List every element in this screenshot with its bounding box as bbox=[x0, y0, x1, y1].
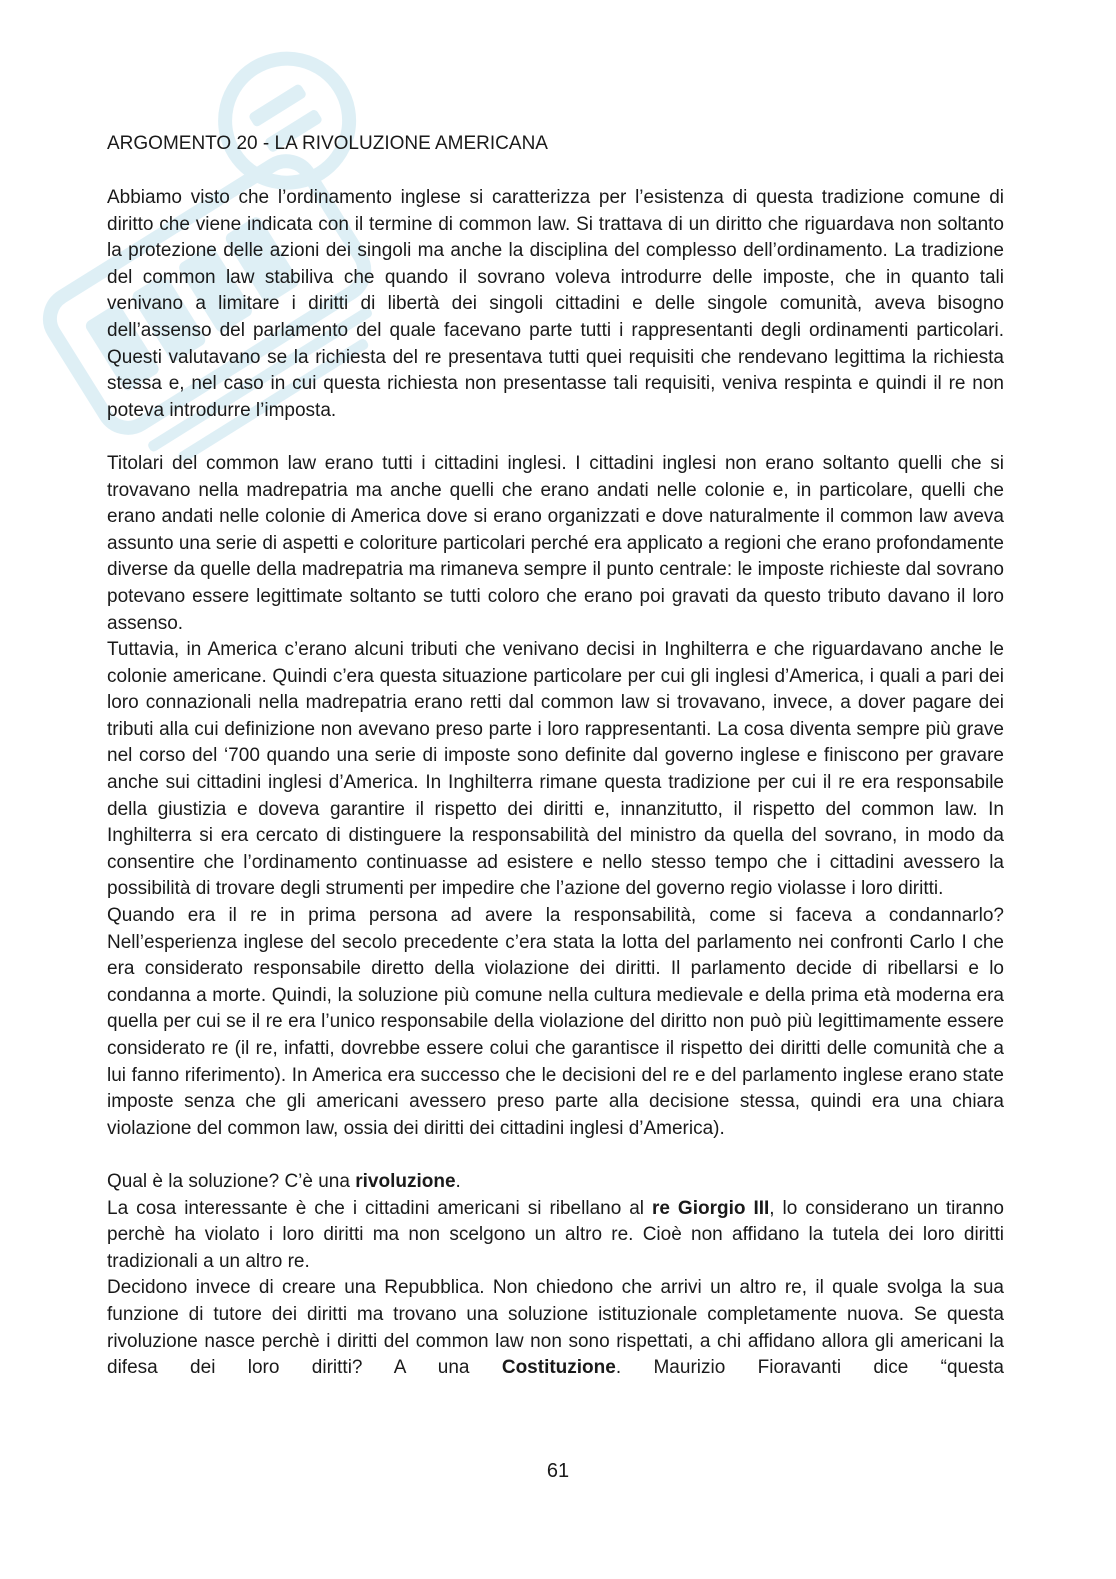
paragraph bbox=[107, 1196, 1004, 1276]
document-page bbox=[107, 131, 1004, 1382]
paragraph bbox=[107, 1275, 1004, 1381]
bold-term: re Giorgio III bbox=[652, 1197, 770, 1219]
text-segment: Decidono invece di creare una Repubblica. Non chiedono che arrivi un altro re, il quale svolga la sua funzione di tutore dei diritti ma trovano una soluzione istituzionale completamente nuova. Se questa rivoluzione nasce perchè i diritti del common law non sono rispettati, a chi affidano allora gli americani la difesa dei loro diritti? A una bbox=[107, 1277, 1004, 1379]
bold-term: Costituzione bbox=[501, 1357, 616, 1379]
paragraph: Titolari del common law erano tutti i cittadini inglesi. I cittadini inglesi non erano soltanto quelli che si trovavano nella madrepatria ma anche quelli che erano andati nelle colonie e, in particolare, quelli che erano andati nelle colonie di America dove si erano organizzati e dove naturalmente il common law aveva assunto una serie di aspetti e coloriture particolari perché era applicato a regioni che erano profondamente diverse da quelle della madrepatria ma rimaneva sempre il punto centrale: le imposte richieste dal sovrano potevano essere legittimate soltanto se tutti coloro che erano poi gravati da questo tributo davano il loro assenso. bbox=[107, 452, 1004, 634]
paragraph bbox=[107, 1169, 1004, 1196]
document-heading: ARGOMENTO 20 - LA RIVOLUZIONE AMERICANA bbox=[107, 133, 548, 154]
paragraph: Abbiamo visto che l’ordinamento inglese si caratterizza per l’esistenza di questa tradizione comune di diritto che viene indicata con il termine di common law. Si trattava di un diritto che riguardava non soltanto la protezione delle azioni dei singoli ma anche la disciplina del complesso dell’ordinamento. La tradizione del common law stabiliva che quando il sovrano voleva introdurre delle imposte, che in quanto tali venivano a limitare i diritti di libertà dei singoli cittadini e delle singole comunità, aveva bisogno dell’assenso del parlamento del quale facevano parte tutti i rappresentanti degli ordinamenti particolari. Questi valutavano se la richiesta del re presentava tutti quei requisiti che rendevano legittima la richiesta stessa e, nel caso in cui questa richiesta non presentasse tali requisiti, veniva respinta e quindi il re non poteva introdurre l’imposta. bbox=[107, 187, 1004, 421]
text-segment: Qual è la soluzione? C’è una bbox=[107, 1170, 356, 1192]
text-segment: . Maurizio Fioravanti dice “questa bbox=[615, 1357, 1004, 1379]
text-segment: La cosa interessante è che i cittadini americani si ribellano al bbox=[107, 1197, 652, 1219]
page-number: 61 bbox=[546, 1460, 570, 1482]
paragraph: Quando era il re in prima persona ad avere la responsabilità, come si faceva a condannarlo? Nell’esperienza inglese del secolo precedente c’era stata la lotta del parlamento nei confronti Carlo I che era considerato responsabile diretto della violazione dei diritti. Il parlamento decide di ribellarsi e lo condanna a morte. Quindi, la soluzione più comune nella cultura medievale e della prima età moderna era quella per cui se il re era l’unico responsabile della violazione del diritto non può più legittimamente essere considerato re (il re, infatti, dovrebbe essere colui che garantisce il rispetto dei diritti delle comunità che a lui fanno riferimento). In America era successo che le decisioni del re e del parlamento inglese erano state imposte senza che gli americani avessero preso parte alla decisione stessa, quindi era una chiara violazione del common law, ossia dei diritti dei cittadini inglesi d’America). bbox=[107, 905, 1004, 1139]
text-segment: . bbox=[455, 1170, 461, 1192]
bold-term: rivoluzione bbox=[355, 1170, 456, 1192]
paragraph: Tuttavia, in America c’erano alcuni tributi che venivano decisi in Inghilterra e che riguardavano anche le colonie americane. Quindi c’era questa situazione particolare per cui gli inglesi d’America, i quali a pari dei loro connazionali nella madrepatria erano retti dal common law si trovavano, invece, a dover pagare dei tributi alla cui definizione non avevano preso parte i loro rappresentanti. La cosa diventa sempre più grave nel corso del ‘700 quando una serie di imposte sono definite dal governo inglese e finiscono per gravare anche sui cittadini inglesi d’America. In Inghilterra rimane questa tradizione per cui il re era responsabile della giustizia e doveva garantire il rispetto dei diritti e, innanzitutto, il rispetto del common law. In Inghilterra si era cercato di distinguere la responsabilità del ministro da quella del sovrano, in modo da consentire che l’ordinamento continuasse ad esistere e nello stesso tempo che i cittadini avessero la possibilità di trovare degli strumenti per impedire che l’azione del governo regio violasse i loro diritti. bbox=[107, 639, 1004, 900]
text-segment: , lo considerano un tiranno perchè ha violato i loro diritti ma non scelgono un altro re. Cioè non affidano la tutela dei loro diritti tradizionali a un altro re. bbox=[107, 1197, 1004, 1272]
